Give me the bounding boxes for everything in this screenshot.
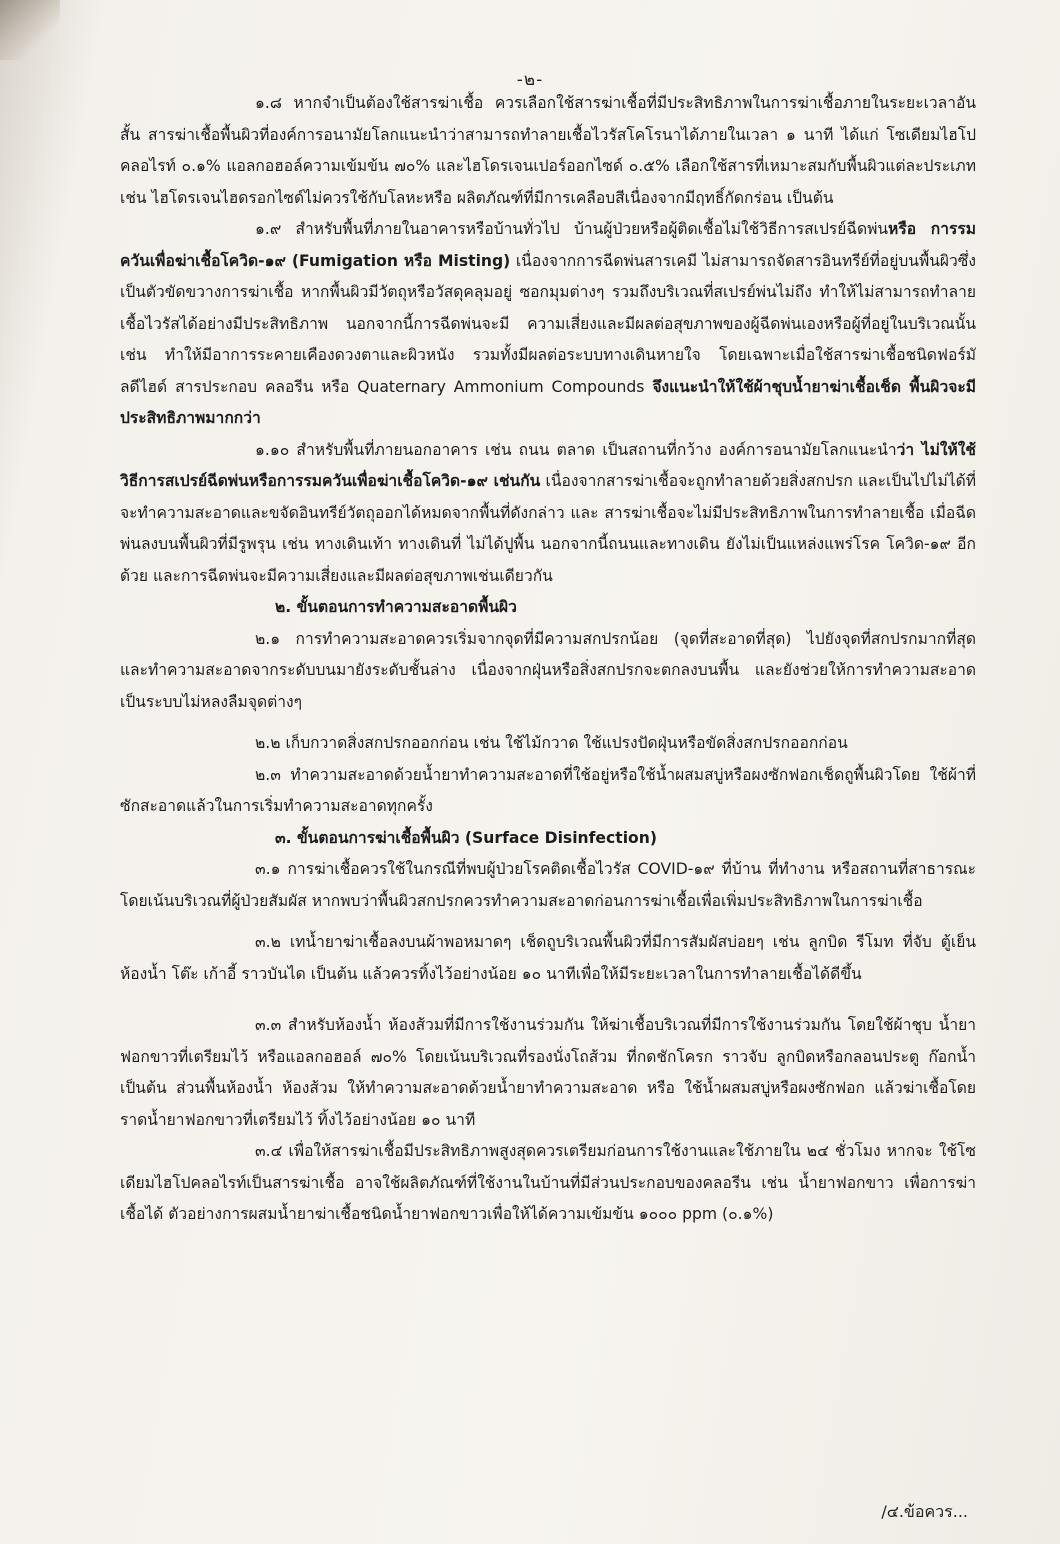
page-number: -๒-: [516, 70, 544, 90]
paragraph-1-10-emphasis: ว่า ไม่ให้ใช้วิธีการสเปรย์ฉีดพ่นหรือการรมควันเพื่อฆ่าเชื้อโควิด-๑๙ เช่นกัน: [120, 440, 976, 490]
continuation-note: /๔.ข้อควร...: [881, 1502, 968, 1521]
paragraph-1-9-recommendation: จึงแนะนำให้ใช้ผ้าชุบน้ำยาฆ่าเชื้อเช็ด พื้นผิวจะมีประสิทธิภาพมากกว่า: [120, 377, 976, 427]
page-corner-shadow: [0, 0, 60, 60]
paragraph-1-10: [120, 435, 976, 593]
section-3-heading: ๓. ขั้นตอนการฆ่าเชื้อพื้นผิว (Surface Disinfection): [275, 828, 657, 847]
paragraph-3-4: ๓.๔ เพื่อให้สารฆ่าเชื้อมีประสิทธิภาพสูงสุดควรเตรียมก่อนการใช้งานและใช้ภายใน ๒๔ ชั่วโมง หากจะ ใช้โซเดียมไฮโปคลอไรท์เป็นสารฆ่าเชื้อ อาจใช้ผลิตภัณฑ์ที่ใช้งานในบ้านที่มีส่วนประกอบของคลอรีน เช่น น้ำยาฟอกขาว เพื่อการฆ่าเชื้อได้ ตัวอย่างการผสมน้ำยาฆ่าเชื้อชนิดน้ำยาฟอกขาวเพื่อให้ได้ความเข้มข้น ๑๐๐๐ ppm (๐.๑%): [120, 1142, 976, 1223]
paragraph-3-3: ๓.๓ สำหรับห้องน้ำ ห้องส้วมที่มีการใช้งานร่วมกัน ให้ฆ่าเชื้อบริเวณที่มีการใช้งานร่วมกัน โดยใช้ผ้าชุบ น้ำยาฟอกขาวที่เตรียมไว้ หรือแอลกอฮอล์ ๗๐% โดยเน้นบริเวณที่รองนั่งโถส้วม ที่กดชักโครก ราวจับ ลูกบิดหรือกลอนประตู ก๊อกน้ำ เป็นต้น ส่วนพื้นห้องน้ำ ห้องส้วม ให้ทำความสะอาดด้วยน้ำยาทำความสะอาด หรือ ใช้น้ำผสมสบู่หรือผงซักฟอก แล้วฆ่าเชื้อโดยราดน้ำยาฟอกขาวที่เตรียมไว้ ทิ้งไว้อย่างน้อย ๑๐ นาที: [120, 1016, 976, 1129]
paragraph-2-1: ๒.๑ การทำความสะอาดควรเริ่มจากจุดที่มีความสกปรกน้อย (จุดที่สะอาดที่สุด) ไปยังจุดที่สกปรกมากที่สุด และทำความสะอาดจากระดับบนมายังระดับชั้นล่าง เนื่องจากฝุ่นหรือสิ่งสกปรกจะตกลงบนพื้น และยังช่วยให้การทำความสะอาดเป็นระบบไม่หลงลืมจุดต่างๆ: [120, 629, 976, 711]
section-2-heading: ๒. ขั้นตอนการทำความสะอาดพื้นผิว: [275, 598, 517, 616]
paragraph-1-9-body: เนื่องจากการฉีดพ่นสารเคมี ไม่สามารถจัดสารอินทรีย์ที่อยู่บนพื้นผิวซึ่งเป็นตัวขัดขวางการฆ่าเชื้อ หากพื้นผิวมีวัตถุหรือวัสดุคลุมอยู่ ซอกมุมต่างๆ รวมถึงบริเวณที่สเปรย์พ่นไม่ถึง ทำให้ไม่สามารถทำลายเชื้อไวรัสได้อย่างมีประสิทธิภาพ นอกจากนี้การฉีดพ่นจะมี ความเสี่ยงและมีผลต่อสุขภาพของผู้ฉีดพ่นเองหรือผู้ที่อยู่ในบริเวณนั้น เช่น ทำให้มีอาการระคายเคืองดวงตาและผิวหนัง รวมทั้งมีผลต่อระบบทางเดินหายใจ โดยเฉพาะเมื่อใช้สารฆ่าเชื้อชนิดฟอร์มัลดีไฮด์ สารประกอบ คลอรีน หรือ Quaternary Ammonium Compounds: [120, 251, 976, 396]
paragraph-1-10-body: เนื่องจากสารฆ่าเชื้อจะถูกทำลายด้วยสิ่งสกปรก และเป็นไปไม่ได้ที่จะทำความสะอาดและขจัดอินทรีย์วัตถุออกได้หมดจากพื้นที่ดังกล่าว และ สารฆ่าเชื้อจะไม่มีประสิทธิภาพในการทำลายเชื้อ เมื่อฉีดพ่นลงบนพื้นผิวที่มีรูพรุน เช่น ทางเดินเท้า ทางเดินที่ ไม่ได้ปูพื้น นอกจากนี้ถนนและทางเดิน ยังไม่เป็นแหล่งแพร่โรค โควิด-๑๙ อีกด้วย และการฉีดพ่นจะมีความเสี่ยงและมีผลต่อสุขภาพเช่นเดียวกัน: [120, 472, 976, 585]
paragraph-3-1: ๓.๑ การฆ่าเชื้อควรใช้ในกรณีที่พบผู้ป่วยโรคติดเชื้อไวรัส COVID-๑๙ ที่บ้าน ที่ทำงาน หรือสถานที่สาธารณะ โดยเน้นบริเวณที่ผู้ป่วยสัมผัส หากพบว่าพื้นผิวสกปรกควรทำความสะอาดก่อนการฆ่าเชื้อเพื่อเพิ่มประสิทธิภาพในการฆ่าเชื้อ: [120, 860, 976, 910]
paragraph-1-9-emphasis: หรือ การรมควันเพื่อฆ่าเชื้อโควิด-๑๙ (Fumigation หรือ Misting): [120, 220, 976, 270]
paragraph-3-2: ๓.๒ เทน้ำยาฆ่าเชื้อลงบนผ้าพอหมาดๆ เช็ดถูบริเวณพื้นผิวที่มีการสัมผัสบ่อยๆ เช่น ลูกบิด รีโมท ที่จับ ตู้เย็น ห้องน้ำ โต๊ะ เก้าอี้ ราวบันได เป็นต้น แล้วควรทิ้งไว้อย่างน้อย ๑๐ นาทีเพื่อให้มีระยะเวลาในการทำลายเชื้อได้ดีขึ้น: [120, 933, 976, 983]
paragraph-2-3: ๒.๓ ทำความสะอาดด้วยน้ำยาทำความสะอาดที่ใช้อยู่หรือใช้น้ำผสมสบู่หรือผงซักฟอกเช็ดถูพื้นผิวโดย ใช้ผ้าที่ซักสะอาดแล้วในการเริ่มทำความสะอาดทุกครั้ง: [120, 765, 976, 815]
paragraph-1-8: ๑.๘ หากจำเป็นต้องใช้สารฆ่าเชื้อ ควรเลือกใช้สารฆ่าเชื้อที่มีประสิทธิภาพในการฆ่าเชื้อภายในระยะเวลาอันสั้น สารฆ่าเชื้อพื้นผิวที่องค์การอนามัยโลกแนะนำว่าสามารถทำลายเชื้อไวรัสโคโรนาได้ภายในเวลา ๑ นาที ได้แก่ โซเดียมไฮโปคลอไรท์ ๐.๑% แอลกอฮอล์ความเข้มข้น ๗๐% และไฮโดรเจนเปอร์ออกไซด์ ๐.๕% เลือกใช้สารที่เหมาะสมกับพื้นผิวแต่ละประเภท เช่น ไฮโดรเจนไฮดรอกไซด์ไม่ควรใช้กับโลหะหรือ ผลิตภัณฑ์ที่มีการเคลือบสีเนื่องจากมีฤทธิ์กัดกร่อน เป็นต้น: [120, 94, 976, 207]
document-body: [120, 88, 976, 1231]
paragraph-1-10-intro: ๑.๑๐ สำหรับพื้นที่ภายนอกอาคาร เช่น ถนน ตลาด เป็นสถานที่กว้าง องค์การอนามัยโลกแนะนำ: [255, 440, 897, 459]
paragraph-1-9: [120, 214, 976, 435]
paragraph-1-9-intro: ๑.๙ สำหรับพื้นที่ภายในอาคารหรือบ้านทั่วไป บ้านผู้ป่วยหรือผู้ติดเชื้อไม่ใช้วิธีการสเปรย์ฉีดพ่น: [255, 220, 889, 238]
paragraph-2-2: ๒.๒ เก็บกวาดสิ่งสกปรกออกก่อน เช่น ใช้ไม้กวาด ใช้แปรงปัดฝุ่นหรือขัดสิ่งสกปรกออกก่อน: [255, 734, 848, 752]
